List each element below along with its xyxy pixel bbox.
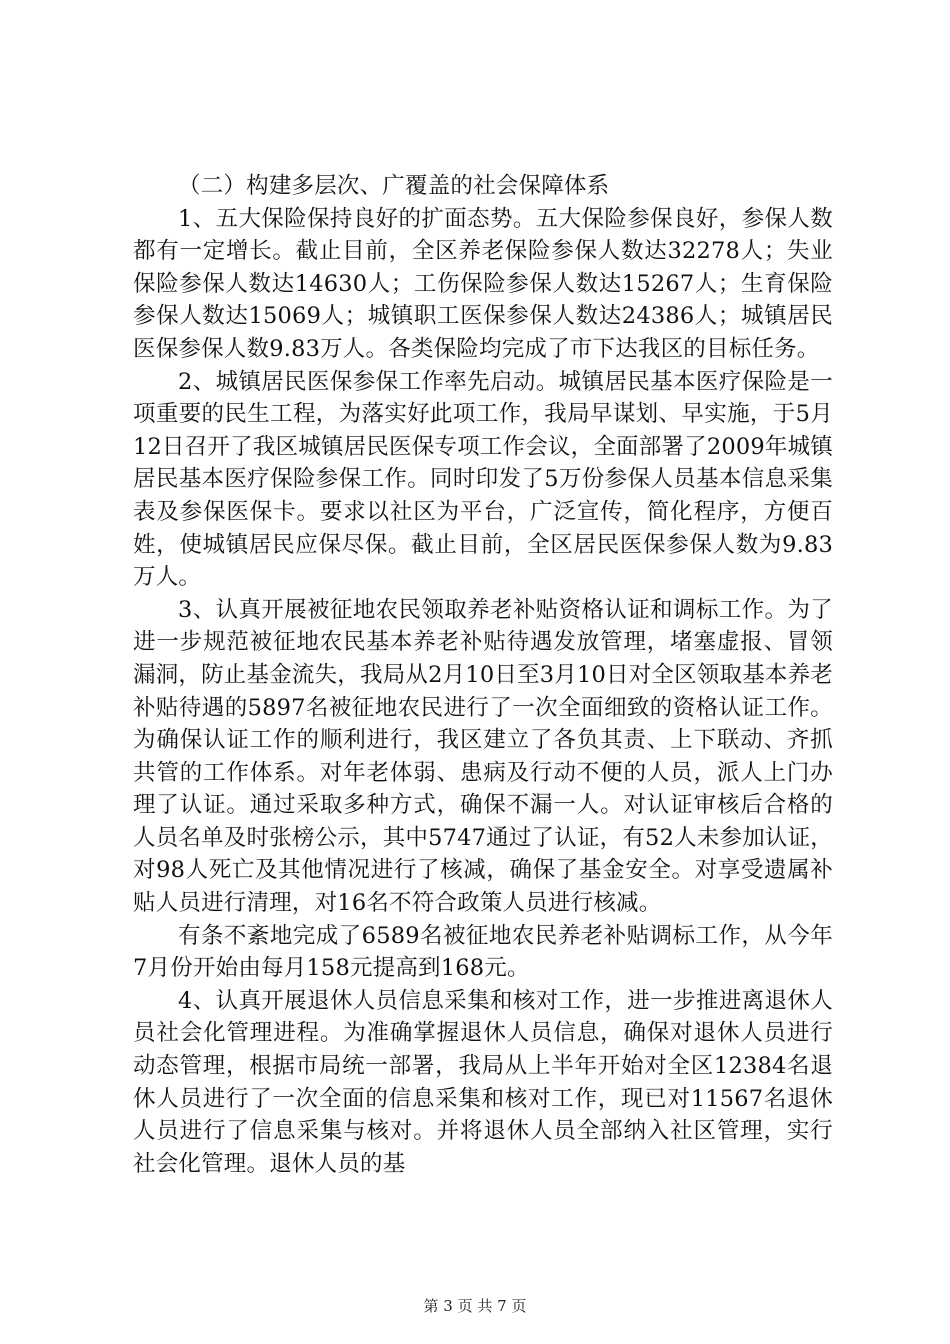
section-heading: （二）构建多层次、广覆盖的社会保障体系 <box>178 173 610 199</box>
paragraph-pension-insurance: 1、五大保险保持良好的扩面态势。五大保险参保良好，参保人数都有一定增长。截止目前，全区养老保险参保人数达32278人；失业保险参保人数达14630人；工伤保险参保人数达15267人；生育保险参保人数达15069人；城镇职工医保参保人数达24386人；城镇居民医保参保人数9.83万人。各类保险均完成了市下达我区的目标任务。 <box>133 205 833 362</box>
page-footer: 第 3 页 共 7 页 <box>423 1297 527 1315</box>
document-body <box>133 170 833 1180</box>
paragraph-medical-insurance: 2、城镇居民医保参保工作率先启动。城镇居民基本医疗保险是一项重要的民生工程，为落实好此项工作，我局早谋划、早实施，于5月12日召开了我区城镇居民医保专项工作会议，全面部署了2009年城镇居民基本医疗保险参保工作。同时印发了5万份参保人员基本信息采集表及参保医保卡。要求以社区为平台，广泛宣传，简化程序，方便百姓，使城镇居民应保尽保。截止目前，全区居民医保参保人数为9.83万人。 <box>133 368 833 591</box>
paragraph-retiree-information: 4、认真开展退休人员信息采集和核对工作，进一步推进离退休人员社会化管理进程。为准确掌握退休人员信息，确保对退休人员进行动态管理，根据市局统一部署，我局从上半年开始对全区12384名退休人员进行了一次全面的信息采集和核对工作，现已对11567名退休人员进行了信息采集与核对。并将退休人员全部纳入社区管理，实行社会化管理。退休人员的基 <box>133 987 833 1177</box>
paragraph-land-farmers-certification: 3、认真开展被征地农民领取养老补贴资格认证和调标工作。为了进一步规范被征地农民基本养老补贴待遇发放管理，堵塞虚报、冒领漏洞，防止基金流失，我局从2月10日至3月10日对全区领取基本养老补贴待遇的5897名被征地农民进行了一次全面细致的资格认证工作。为确保认证工作的顺利进行，我区建立了各负其责、上下联动、齐抓共管的工作体系。对年老体弱、患病及行动不便的人员，派人上门办理了认证。通过采取多种方式，确保不漏一人。对认证审核后合格的人员名单及时张榜公示，其中5747通过了认证，有52人未参加认证，对98人死亡及其他情况进行了核减，确保了基金安全。对享受遗属补贴人员进行清理，对16名不符合政策人员进行核减。 <box>133 596 833 917</box>
paragraph-subsidy-adjustment: 有条不紊地完成了6589名被征地农民养老补贴调标工作，从今年7月份开始由每月158元提高到168元。 <box>133 922 833 982</box>
